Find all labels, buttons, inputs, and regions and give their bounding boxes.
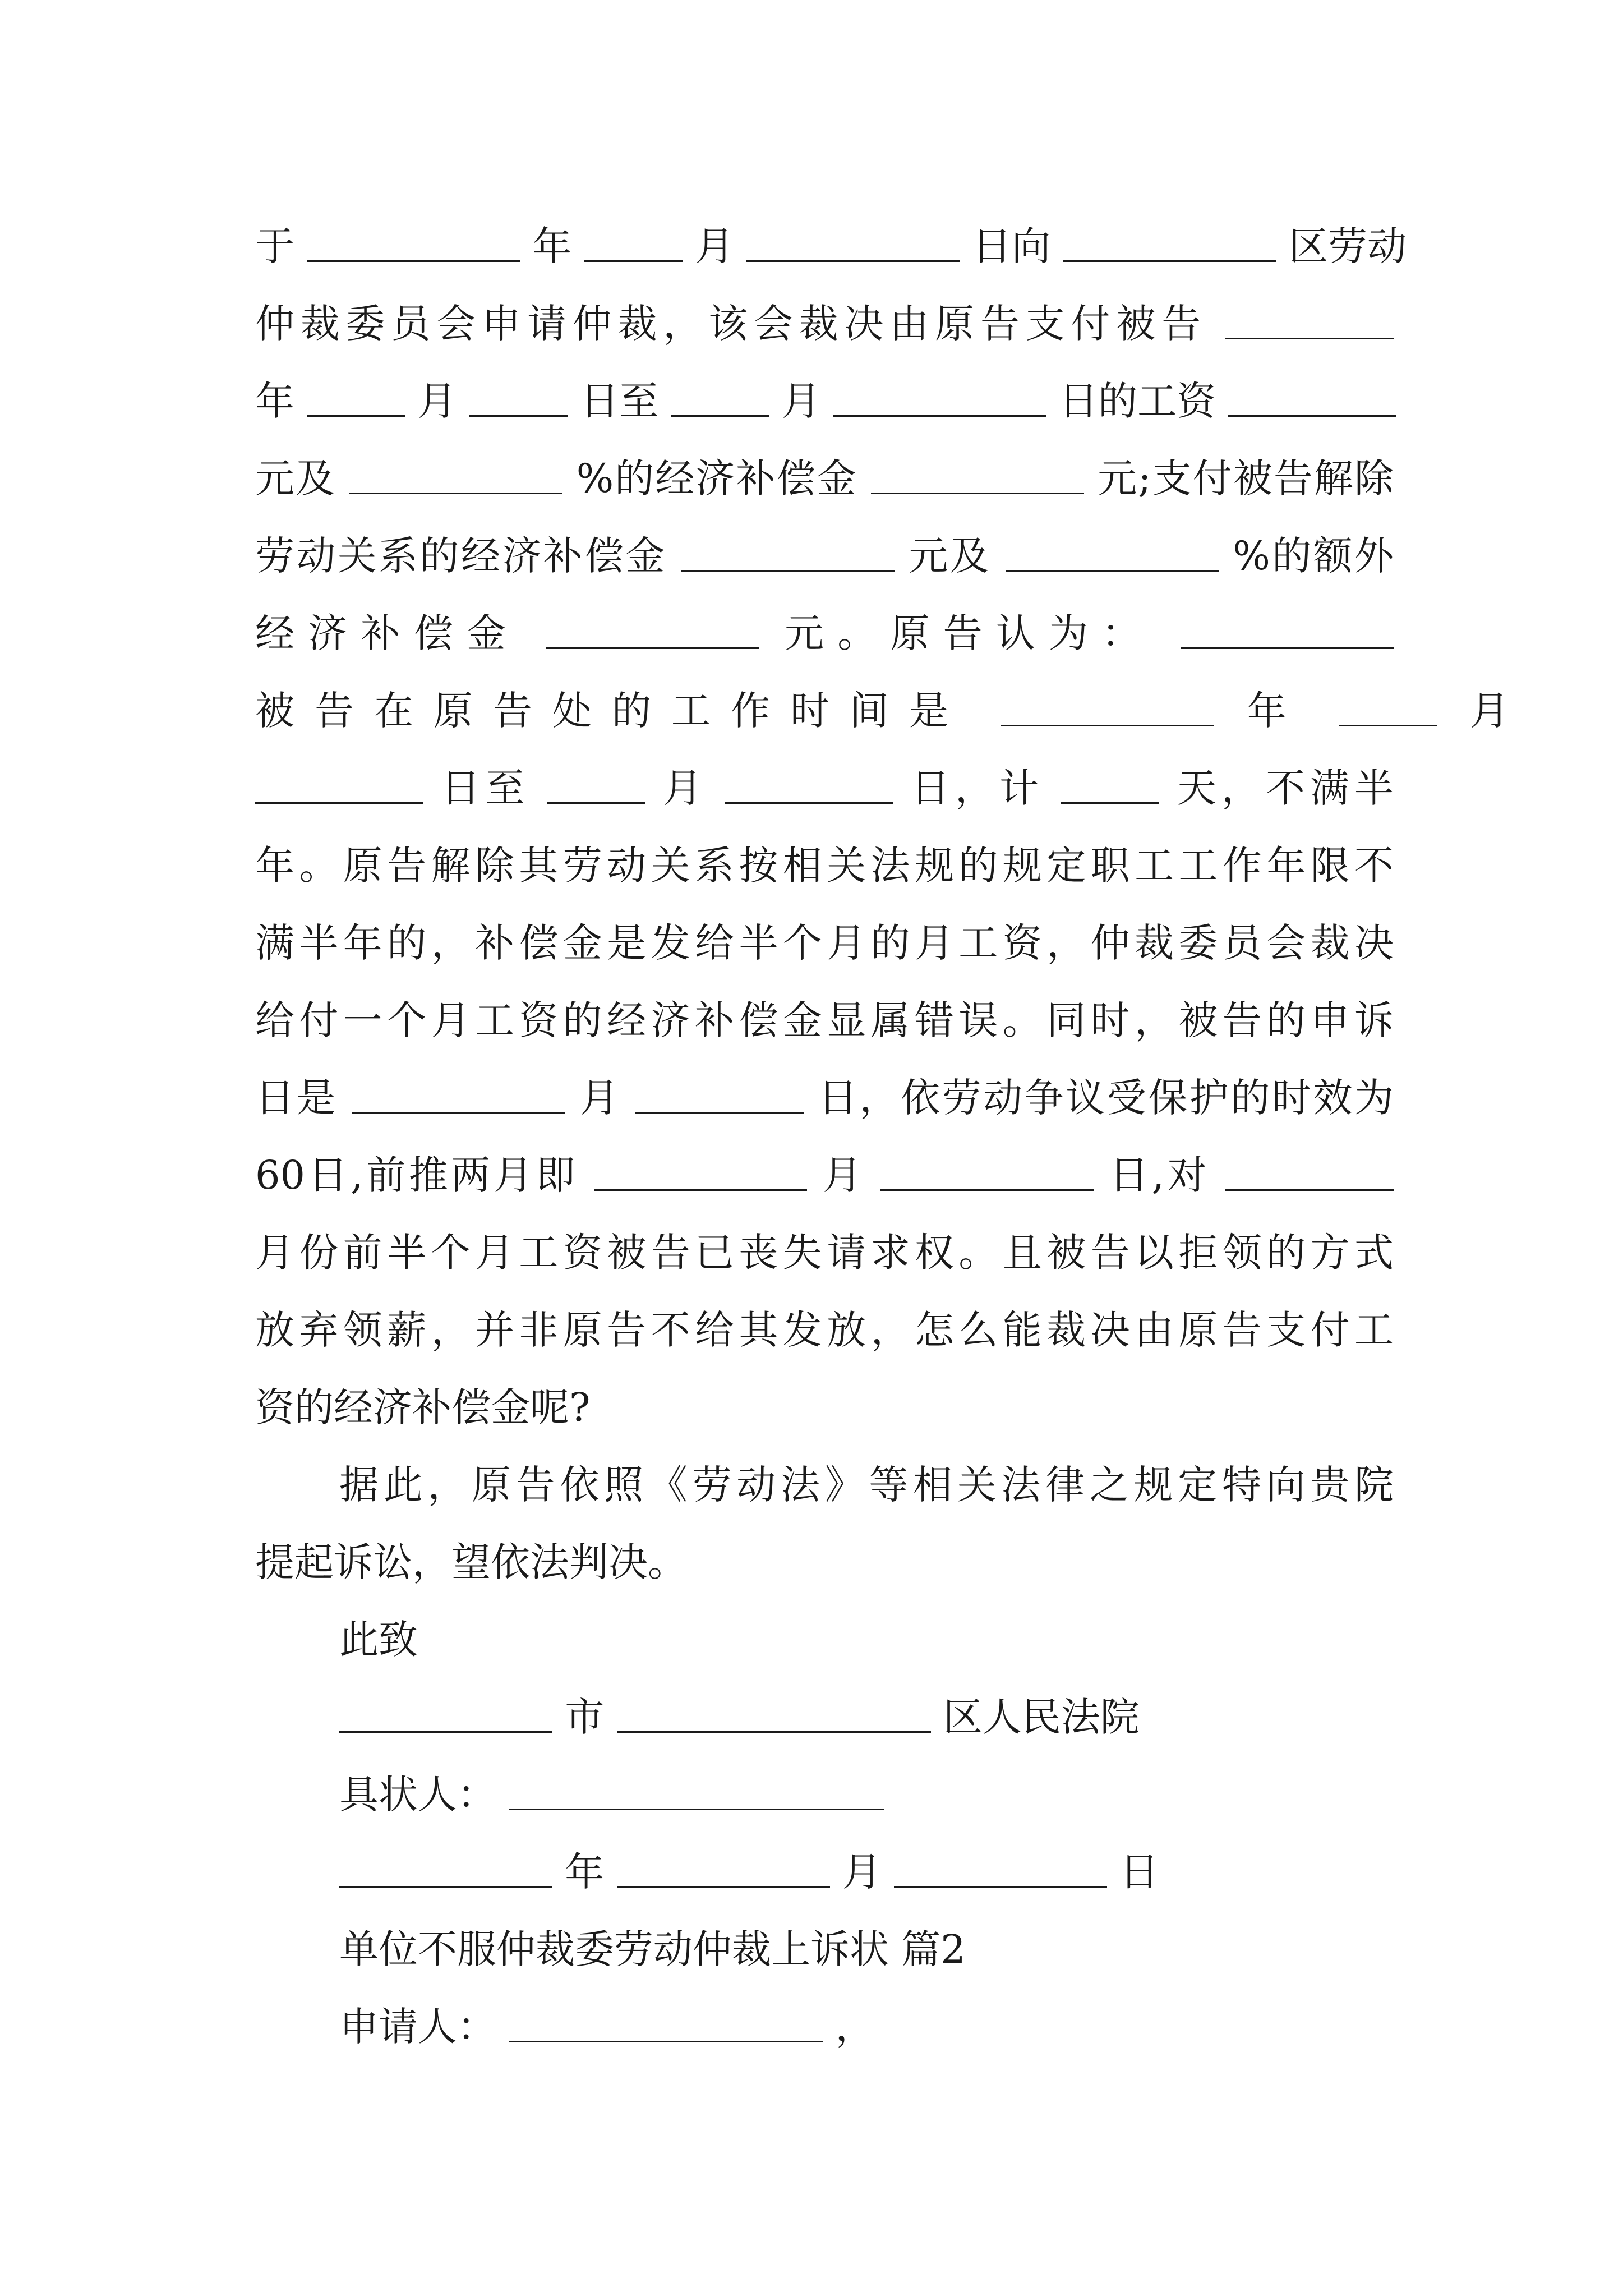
blank-field — [594, 1156, 807, 1191]
text-segment: 元及 — [255, 455, 336, 501]
text-line — [255, 1291, 1394, 1369]
text-line — [255, 904, 1394, 982]
text-line — [255, 1446, 1394, 1524]
text-segment: 年 — [565, 1849, 605, 1895]
blank-field — [547, 769, 645, 804]
section-heading — [255, 1911, 1394, 1988]
text-line — [255, 827, 1394, 904]
text-line — [255, 1678, 1394, 1756]
blank-field — [584, 227, 683, 262]
text-segment: 年 — [255, 378, 294, 424]
blank-field — [1006, 536, 1219, 572]
text-segment: 日的工资 — [1059, 378, 1216, 424]
text-segment: 放弃领薪，并非原告不给其发放，怎么能裁决由原告支付工 — [255, 1307, 1394, 1353]
text-segment: 日,对 — [1109, 1152, 1210, 1198]
text-segment: 月份前半个月工资被告已丧失请求权。且被告以拒领的方式 — [255, 1230, 1394, 1276]
text-segment: 于 — [255, 223, 294, 269]
text-line — [255, 517, 1394, 595]
text-segment: %的额外 — [1233, 533, 1394, 579]
blank-field — [1228, 381, 1396, 417]
blank-field — [1225, 304, 1394, 339]
blank-field — [349, 459, 562, 494]
text-segment: 日向 — [972, 223, 1051, 269]
blank-field — [671, 381, 769, 417]
blank-field — [1063, 227, 1276, 262]
blank-field — [871, 459, 1084, 494]
text-segment: 元及 — [909, 533, 991, 579]
text-segment: 市 — [565, 1694, 605, 1740]
text-segment: 60日,前推两月即 — [255, 1152, 579, 1198]
blank-field — [469, 381, 568, 417]
document-body — [255, 208, 1530, 2065]
text-line — [255, 749, 1394, 827]
text-segment: 月 — [842, 1849, 882, 1895]
text-segment: 提起诉讼，望依法判决。 — [255, 1539, 687, 1585]
text-line — [255, 1601, 1394, 1678]
text-segment: 日 — [1119, 1849, 1159, 1895]
blank-field — [339, 1697, 552, 1733]
blank-field — [617, 1697, 931, 1733]
text-line — [255, 1137, 1394, 1214]
text-line — [255, 982, 1394, 1059]
blank-field — [307, 227, 520, 262]
blank-field — [509, 2007, 823, 2042]
text-segment: 满半年的，补偿金是发给半个月的月工资，仲裁委员会裁决 — [255, 920, 1394, 966]
text-segment: 给付一个月工资的经济补偿金显属错误。同时，被告的申诉 — [255, 997, 1394, 1043]
text-segment: 日，计 — [910, 765, 1044, 811]
text-segment: 据此，原告依照《劳动法》等相关法律之规定特向贵院 — [339, 1462, 1394, 1508]
text-segment: 日是 — [255, 1075, 338, 1121]
text-line — [255, 1059, 1394, 1137]
text-segment: 月 — [781, 378, 821, 424]
blank-field — [1001, 691, 1214, 726]
blank-field — [546, 614, 759, 649]
text-line — [255, 208, 1407, 285]
text-segment: 区劳动 — [1289, 223, 1407, 269]
text-segment: 年 — [1247, 688, 1307, 734]
blank-field — [352, 1078, 565, 1114]
blank-field — [509, 1775, 884, 1810]
text-segment: 区人民法院 — [943, 1694, 1140, 1740]
text-segment: 年。原告解除其劳动关系按相关法规的规定职工工作年限不 — [255, 843, 1394, 889]
text-segment: 月 — [822, 1152, 865, 1198]
blank-field — [746, 227, 960, 262]
text-line — [255, 1524, 1394, 1601]
text-segment: 日，依劳动争议受保护的时效为 — [818, 1075, 1394, 1121]
text-segment: 元。原告认为： — [785, 610, 1155, 656]
text-segment: 仲裁委员会申请仲裁，该会裁决由原告支付被告 — [255, 301, 1207, 347]
text-segment: 日至 — [580, 378, 659, 424]
text-line — [255, 1756, 1394, 1833]
text-line — [255, 1369, 1394, 1446]
text-segment: 月 — [417, 378, 457, 424]
text-line — [255, 1988, 1394, 2065]
blank-field — [1061, 769, 1159, 804]
text-segment: 单位不服仲裁委劳动仲裁上诉状 篇2 — [339, 1926, 966, 1972]
blank-field — [894, 1852, 1107, 1888]
text-segment: 被告在原告处的工作时间是 — [255, 688, 969, 734]
blank-field — [880, 1156, 1094, 1191]
blank-field — [635, 1078, 804, 1114]
text-segment: 月 — [695, 223, 735, 269]
text-segment: 日至 — [441, 765, 530, 811]
text-line — [255, 440, 1394, 517]
text-segment: 此致 — [339, 1617, 418, 1663]
text-segment: 劳动关系的经济补偿金 — [255, 533, 667, 579]
text-segment: 申请人： — [339, 2004, 496, 2050]
text-segment: 月 — [579, 1075, 621, 1121]
text-segment: 经济补偿金 — [255, 610, 520, 656]
blank-field — [339, 1852, 552, 1888]
text-segment: 具状人： — [339, 1772, 496, 1818]
blank-field — [617, 1852, 830, 1888]
text-line — [255, 362, 1394, 440]
blank-field — [681, 536, 895, 572]
text-segment: 天，不满半 — [1177, 765, 1394, 811]
blank-field — [1181, 614, 1394, 649]
text-line — [255, 1214, 1394, 1291]
text-segment: 资的经济补偿金呢? — [255, 1384, 591, 1430]
text-segment: 元;支付被告解除 — [1098, 455, 1394, 501]
text-line — [255, 595, 1394, 672]
text-segment: 月 — [663, 765, 708, 811]
blank-field — [725, 769, 893, 804]
text-segment: ， — [835, 2004, 875, 2050]
blank-field — [307, 381, 405, 417]
text-line — [255, 672, 1530, 749]
blank-field — [255, 769, 423, 804]
blank-field — [1225, 1156, 1394, 1191]
text-segment: 年 — [532, 223, 572, 269]
blank-field — [1339, 691, 1437, 726]
text-line — [255, 285, 1394, 362]
text-segment: 月 — [1470, 688, 1530, 734]
text-segment: %的经济补偿金 — [576, 455, 857, 501]
blank-field — [833, 381, 1046, 417]
text-line — [255, 1833, 1394, 1911]
